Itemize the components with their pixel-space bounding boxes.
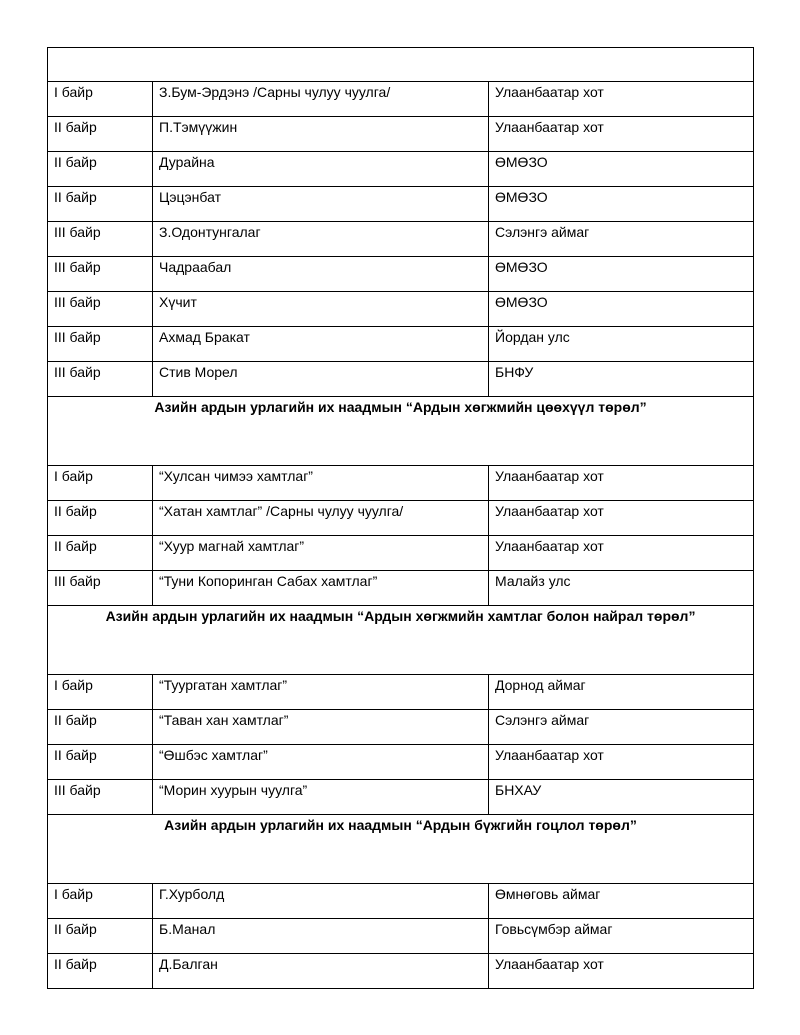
table-row (48, 501, 754, 536)
name-cell: Б.Манал (153, 919, 489, 954)
name-cell: “Таван хан хамтлаг” (153, 710, 489, 745)
location-cell: Улаанбаатар хот (489, 466, 754, 501)
table-row (48, 327, 754, 362)
location-cell: ӨМӨЗО (489, 187, 754, 222)
table-row (48, 919, 754, 954)
table-row (48, 187, 754, 222)
location-cell: БНФУ (489, 362, 754, 397)
name-cell: З.Бум-Эрдэнэ /Сарны чулуу чуулга/ (153, 82, 489, 117)
location-cell: Сэлэнгэ аймаг (489, 710, 754, 745)
name-cell: Д.Балган (153, 954, 489, 989)
location-cell: Йордан улс (489, 327, 754, 362)
name-cell: “Туургатан хамтлаг” (153, 675, 489, 710)
name-cell: “Морин хуурын чуулга” (153, 780, 489, 815)
section-title: Азийн ардын урлагийн их наадмын “Ардын хөгжмийн цөөхүүл төрөл” (48, 397, 754, 466)
location-cell: Өмнөговь аймаг (489, 884, 754, 919)
place-cell: I байр (48, 466, 153, 501)
section-title (48, 48, 754, 82)
name-cell: “Хулсан чимээ хамтлаг” (153, 466, 489, 501)
table-row (48, 745, 754, 780)
table-row (48, 954, 754, 989)
name-cell: Хүчит (153, 292, 489, 327)
section-title: Азийн ардын урлагийн их наадмын “Ардын хөгжмийн хамтлаг болон найрал төрөл” (48, 606, 754, 675)
results-table (47, 47, 754, 989)
place-cell: II байр (48, 710, 153, 745)
table-row (48, 536, 754, 571)
place-cell: I байр (48, 884, 153, 919)
table-row (48, 710, 754, 745)
place-cell: II байр (48, 187, 153, 222)
place-cell: I байр (48, 675, 153, 710)
table-row (48, 152, 754, 187)
location-cell: Улаанбаатар хот (489, 954, 754, 989)
place-cell: III байр (48, 327, 153, 362)
location-cell: Улаанбаатар хот (489, 536, 754, 571)
place-cell: III байр (48, 571, 153, 606)
place-cell: III байр (48, 257, 153, 292)
name-cell: Чадраабал (153, 257, 489, 292)
table-row (48, 780, 754, 815)
section-header-row (48, 397, 754, 466)
location-cell: ӨМӨЗО (489, 152, 754, 187)
location-cell: ӨМӨЗО (489, 292, 754, 327)
place-cell: III байр (48, 222, 153, 257)
table-row (48, 222, 754, 257)
location-cell: БНХАУ (489, 780, 754, 815)
place-cell: II байр (48, 745, 153, 780)
location-cell: Малайз улс (489, 571, 754, 606)
table-row (48, 884, 754, 919)
table-row (48, 292, 754, 327)
section-title: Азийн ардын урлагийн их наадмын “Ардын бүжгийн гоцлол төрөл” (48, 815, 754, 884)
location-cell: ӨМӨЗО (489, 257, 754, 292)
location-cell: Улаанбаатар хот (489, 745, 754, 780)
name-cell: Дурайна (153, 152, 489, 187)
location-cell: Говьсүмбэр аймаг (489, 919, 754, 954)
name-cell: Г.Хурболд (153, 884, 489, 919)
place-cell: II байр (48, 536, 153, 571)
name-cell: З.Одонтунгалаг (153, 222, 489, 257)
results-table-body (48, 48, 754, 989)
name-cell: Стив Морел (153, 362, 489, 397)
table-row (48, 362, 754, 397)
name-cell: Цэцэнбат (153, 187, 489, 222)
place-cell: III байр (48, 362, 153, 397)
section-header-row (48, 606, 754, 675)
section-header-row (48, 48, 754, 82)
table-row (48, 257, 754, 292)
place-cell: II байр (48, 152, 153, 187)
table-row (48, 82, 754, 117)
name-cell: “Туни Копоринган Сабах хамтлаг” (153, 571, 489, 606)
place-cell: II байр (48, 954, 153, 989)
place-cell: II байр (48, 501, 153, 536)
name-cell: П.Тэмүүжин (153, 117, 489, 152)
place-cell: II байр (48, 919, 153, 954)
place-cell: III байр (48, 292, 153, 327)
place-cell: I байр (48, 82, 153, 117)
table-row (48, 117, 754, 152)
name-cell: Ахмад Бракат (153, 327, 489, 362)
name-cell: “Хуур магнай хамтлаг” (153, 536, 489, 571)
location-cell: Дорнод аймаг (489, 675, 754, 710)
table-row (48, 466, 754, 501)
table-row (48, 571, 754, 606)
location-cell: Сэлэнгэ аймаг (489, 222, 754, 257)
location-cell: Улаанбаатар хот (489, 82, 754, 117)
place-cell: III байр (48, 780, 153, 815)
name-cell: “Өшбэс хамтлаг” (153, 745, 489, 780)
section-header-row (48, 815, 754, 884)
place-cell: II байр (48, 117, 153, 152)
location-cell: Улаанбаатар хот (489, 501, 754, 536)
name-cell: “Хатан хамтлаг” /Сарны чулуу чуулга/ (153, 501, 489, 536)
location-cell: Улаанбаатар хот (489, 117, 754, 152)
table-row (48, 675, 754, 710)
